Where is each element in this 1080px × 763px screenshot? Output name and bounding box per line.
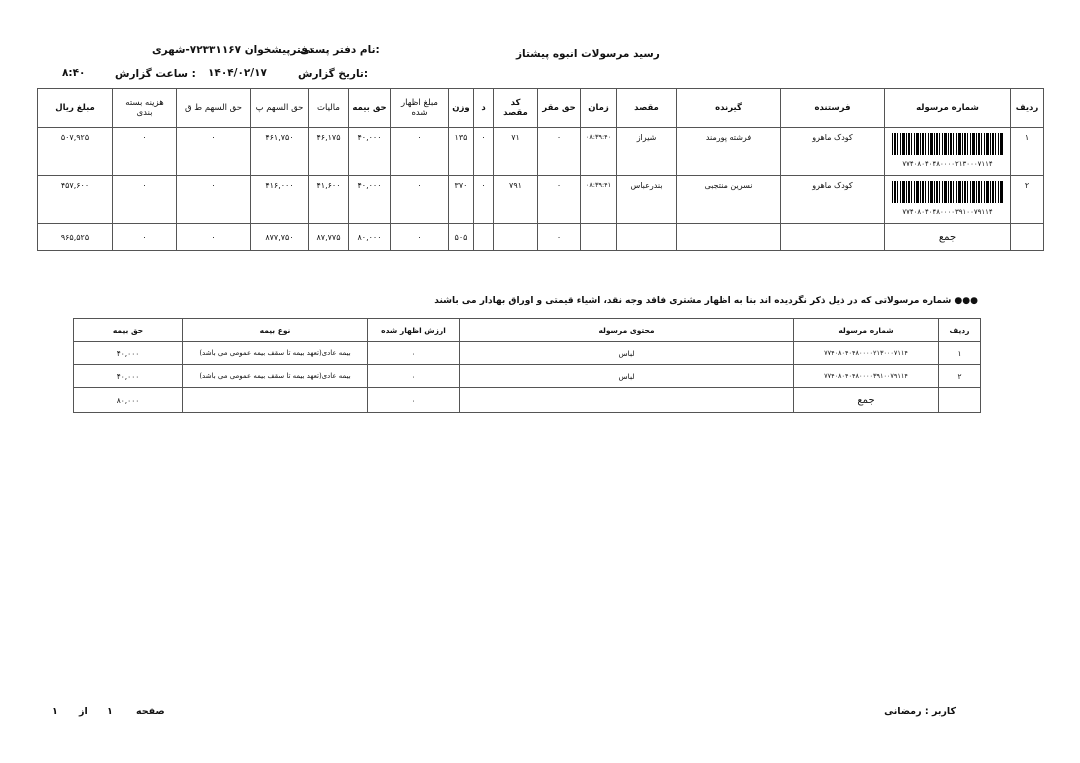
page-number: ۱: [107, 706, 113, 717]
cell-sender: کودک ماهرو: [781, 176, 885, 224]
col-row: ردیف: [1011, 89, 1044, 128]
cell-weight: ۳۷۰: [449, 176, 474, 224]
cell-tracking: ۷۷۴۰۸۰۴۰۴۸۰۰۰۰۲۱۳۰۰۰۷۱۱۴: [794, 342, 939, 365]
cell-dest-code: ۷۱: [494, 128, 538, 176]
col-dest-code: کد مقصد: [494, 89, 538, 128]
cell-tax: ۴۱,۶۰۰: [309, 176, 349, 224]
table-row: [38, 128, 1044, 176]
barcode-image: [892, 133, 1004, 155]
col-sender: فرستنده: [781, 89, 885, 128]
cell-tracking: ۷۷۴۰۸۰۴۰۴۸۰۰۰۰۳۹۱۰۰۷۹۱۱۴: [794, 365, 939, 388]
cell-insurance-type: بیمه عادی(تعهد بیمه تا سقف بیمه عمومی می باشد): [183, 342, 368, 365]
totals-label: جمع: [885, 224, 1011, 251]
col-declared: مبلغ اظهار شده: [391, 89, 449, 128]
cell-maqar: ۰: [538, 128, 581, 176]
totals-label: جمع: [794, 388, 939, 413]
cell-weight: ۱۳۵: [449, 128, 474, 176]
cell-d: ۰: [474, 176, 494, 224]
cell-share-tq: ۰: [177, 176, 251, 224]
barcode-number: ۷۷۴۰۸۰۴۰۴۸۰۰۰۰۲۱۳۰۰۰۷۱۱۴: [902, 160, 993, 168]
cell-packing: ۰: [113, 128, 177, 176]
cell-tracking: [885, 128, 1011, 176]
barcode-number: ۷۷۴۰۸۰۴۰۴۸۰۰۰۰۳۹۱۰۰۷۹۱۱۴: [902, 208, 993, 216]
cell-packing: ۰: [113, 176, 177, 224]
col-receiver: گیرنده: [677, 89, 781, 128]
cell-d: ۰: [474, 128, 494, 176]
insurance-table: [73, 318, 981, 413]
col-share-p: حق السهم پ: [251, 89, 309, 128]
cell-content: لباس: [460, 365, 794, 388]
table-row: [38, 176, 1044, 224]
cell-amount: ۵۰۷,۹۲۵: [38, 128, 113, 176]
cell-receiver: نسرین منتجبی: [677, 176, 781, 224]
cell-destination: شیراز: [617, 128, 677, 176]
total-packing: ۰: [113, 224, 177, 251]
cell-declared: ۰: [368, 365, 460, 388]
cell-row: ۱: [939, 342, 981, 365]
col-tax: مالیات: [309, 89, 349, 128]
time-label: ساعت گزارش :: [115, 68, 196, 80]
cell-declared: ۰: [368, 342, 460, 365]
table-row: [74, 342, 981, 365]
col-declared-value: ارزش اظهار شده: [368, 319, 460, 342]
cell-receiver: فرشته پورمند: [677, 128, 781, 176]
col-row: ردیف: [939, 319, 981, 342]
cell-declared: ۰: [391, 128, 449, 176]
total-amount: ۹۶۵,۵۲۵: [38, 224, 113, 251]
totals-row: [74, 388, 981, 413]
office-label: نام دفتر پستی:: [300, 44, 380, 56]
col-destination: مقصد: [617, 89, 677, 128]
total-weight: ۵۰۵: [449, 224, 474, 251]
total-share-tq: ۰: [177, 224, 251, 251]
col-tracking: شماره مرسوله: [885, 89, 1011, 128]
report-title: رسید مرسولات انبوه پیشتاز: [516, 48, 660, 60]
cell-tax: ۴۶,۱۷۵: [309, 128, 349, 176]
col-maqar: حق مقر: [538, 89, 581, 128]
total-declared: ۰: [368, 388, 460, 413]
total-declared: ۰: [391, 224, 449, 251]
cell-sender: کودک ماهرو: [781, 128, 885, 176]
totals-row: [38, 224, 1044, 251]
total-tax: ۸۷,۷۷۵: [309, 224, 349, 251]
col-insurance-type: نوع بیمه: [183, 319, 368, 342]
col-packing: هزینه بسته بندی: [113, 89, 177, 128]
col-content: محتوی مرسوله: [460, 319, 794, 342]
col-tracking: شماره مرسوله: [794, 319, 939, 342]
table-header-row: [74, 319, 981, 342]
time-value: ۸:۴۰: [62, 67, 86, 79]
col-d: د: [474, 89, 494, 128]
total-insurance: ۸۰,۰۰۰: [349, 224, 391, 251]
cell-share-p: ۴۶۱,۷۵۰: [251, 128, 309, 176]
table-header-row: [38, 89, 1044, 128]
cell-insurance: ۴۰,۰۰۰: [74, 365, 183, 388]
cell-amount: ۴۵۷,۶۰۰: [38, 176, 113, 224]
col-insurance: حق بیمه: [74, 319, 183, 342]
cell-destination: بندرعباس: [617, 176, 677, 224]
office-value: دفترپیشخوان ۷۲۳۳۱۱۶۷-شهری: [152, 44, 314, 56]
cell-row: ۲: [939, 365, 981, 388]
disclaimer-note: ●●● شماره مرسولاتی که در ذیل ذکر نگردیده اند بنا به اظهار مشتری فاقد وجه نقد، اشیاء قیمتی و اوراق بهادار می باشند: [434, 296, 978, 306]
cell-insurance: ۴۰,۰۰۰: [349, 176, 391, 224]
total-share-p: ۸۷۷,۷۵۰: [251, 224, 309, 251]
cell-row: ۱: [1011, 128, 1044, 176]
cell-content: لباس: [460, 342, 794, 365]
date-value: ۱۴۰۴/۰۲/۱۷: [208, 67, 267, 79]
barcode-image: [892, 181, 1004, 203]
col-insurance: حق بیمه: [349, 89, 391, 128]
cell-row: ۲: [1011, 176, 1044, 224]
page-label: صفحه: [136, 706, 165, 717]
of-label: از: [79, 706, 88, 717]
date-label: تاریخ گزارش:: [298, 68, 369, 80]
table-row: [74, 365, 981, 388]
cell-insurance: ۴۰,۰۰۰: [349, 128, 391, 176]
cell-insurance: ۴۰,۰۰۰: [74, 342, 183, 365]
cell-time: ۰۸:۳۹:۴۰: [581, 128, 617, 176]
cell-dest-code: ۷۹۱: [494, 176, 538, 224]
cell-share-p: ۴۱۶,۰۰۰: [251, 176, 309, 224]
total-maqar: ۰: [538, 224, 581, 251]
cell-maqar: ۰: [538, 176, 581, 224]
cell-share-tq: ۰: [177, 128, 251, 176]
col-time: زمان: [581, 89, 617, 128]
col-weight: وزن: [449, 89, 474, 128]
col-amount: مبلغ ریال: [38, 89, 113, 128]
cell-declared: ۰: [391, 176, 449, 224]
cell-tracking: [885, 176, 1011, 224]
total-insurance: ۸۰,۰۰۰: [74, 388, 183, 413]
cell-insurance-type: بیمه عادی(تعهد بیمه تا سقف بیمه عمومی می باشد): [183, 365, 368, 388]
user-label: کاربر : رمضانی: [884, 706, 956, 717]
col-share-tq: حق السهم ط ق: [177, 89, 251, 128]
shipments-table: [37, 88, 1044, 251]
cell-time: ۰۸:۳۹:۴۱: [581, 176, 617, 224]
page-total: ۱: [52, 706, 58, 717]
